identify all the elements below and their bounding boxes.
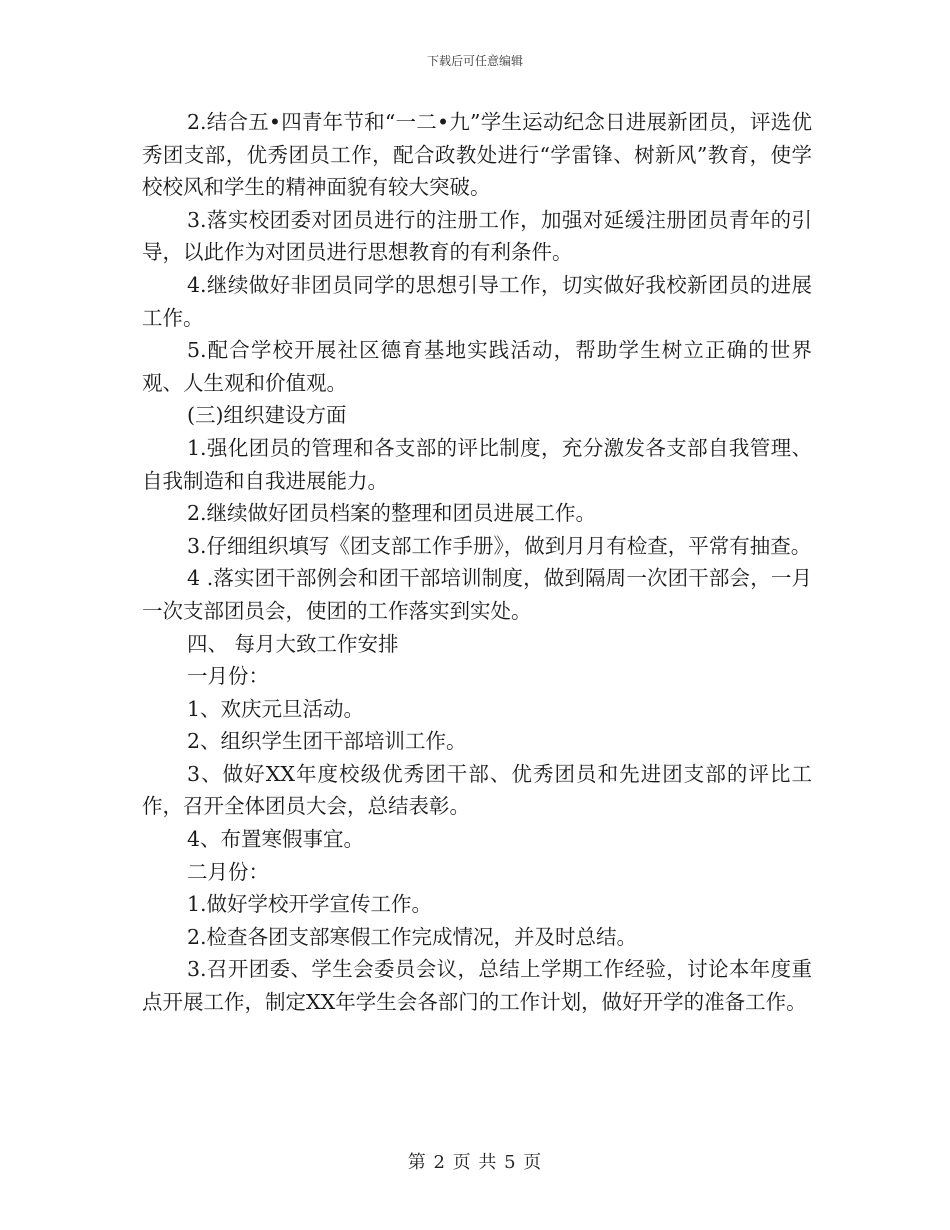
february-item-1: 1.做好学校开学宣传工作。 (187, 892, 433, 917)
document-body (142, 106, 812, 1019)
paragraph-org-2: 2.继续做好团员档案的整理和团员进展工作。 (187, 501, 597, 526)
january-item-4: 4、布置寒假事宜。 (187, 827, 365, 852)
month-heading-january: 一月份： (187, 664, 269, 689)
page-header: 下载后可任意编辑 (426, 54, 523, 68)
paragraph-org-1: 1.强化团员的管理和各支部的评比制度，充分激发各支部自我管理、自我制造和自我进展能力。 (142, 435, 812, 493)
january-item-2: 2、组织学生团干部培训工作。 (187, 729, 467, 754)
february-item-2: 2.检查各团支部寒假工作完成情况，并及时总结。 (187, 924, 638, 949)
paragraph-org-3: 3.仔细组织填写《团支部工作手册》，做到月月有检查，平常有抽查。 (187, 533, 812, 558)
paragraph-5-practice: 5.配合学校开展社区德育基地实践活动，帮助学生树立正确的世界观、人生观和价值观。 (142, 338, 812, 395)
page-footer: 第 2 页 共 5 页 (407, 1152, 543, 1173)
section-heading-organization: (三)组织建设方面 (187, 403, 347, 428)
paragraph-org-4: 4 .落实团干部例会和团干部培训制度，做到隔周一次团干部会，一月一次支部团员会，使团的工作落实到实处。 (142, 566, 812, 623)
january-item-1: 1、欢庆元旦活动。 (187, 696, 365, 721)
month-heading-february: 二月份： (187, 859, 269, 884)
paragraph-2-activities: 2.结合五•四青年节和“一二•九”学生运动纪念日进展新团员，评选优秀团支部，优秀团员工作，配合政教处进行“学雷锋、树新风”教育，使学校校风和学生的精神面貌有较大突破。 (142, 110, 812, 200)
section-heading-monthly: 四、 每月大致工作安排 (187, 631, 399, 656)
paragraph-3-registration: 3.落实校团委对团员进行的注册工作，加强对延缓注册团员青年的引导，以此作为对团员进行思想教育的有利条件。 (142, 207, 812, 265)
february-item-3: 3.召开团委、学生会委员会议，总结上学期工作经验，讨论本年度重点开展工作，制定XX年学生会各部门的工作计划，做好开学的准备工作。 (142, 957, 812, 1015)
january-item-3: 3、做好XX年度校级优秀团干部、优秀团员和先进团支部的评比工作，召开全体团员大会，总结表彰。 (142, 761, 812, 819)
paragraph-4-guidance: 4.继续做好非团员同学的思想引导工作，切实做好我校新团员的进展工作。 (142, 272, 812, 330)
